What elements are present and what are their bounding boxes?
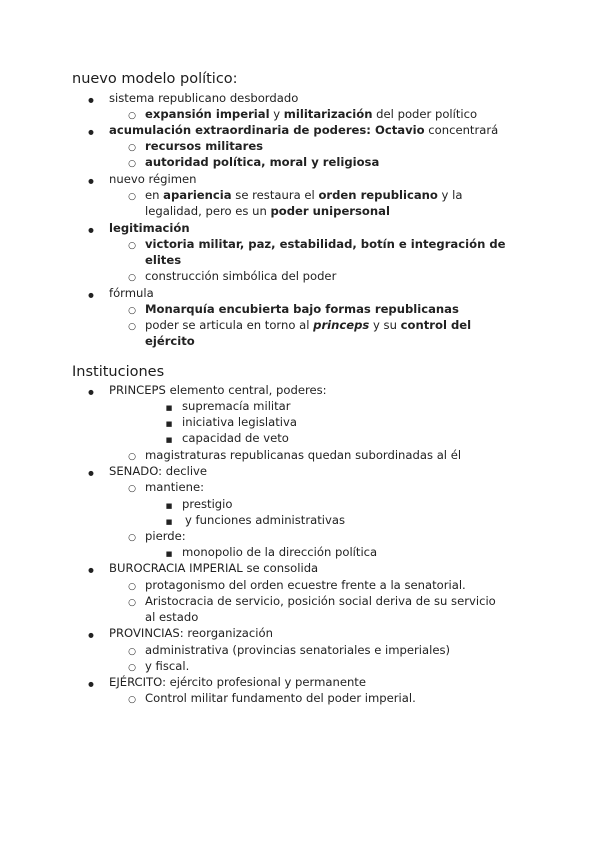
bullet-square (163, 430, 175, 448)
list-item: construcción simbólica del poder (145, 269, 337, 283)
list-item: recursos militares (145, 139, 264, 153)
list-item: monopolio de la dirección política (182, 545, 378, 559)
list-item: nuevo régimen (109, 172, 197, 186)
list-item: Monarquía encubierta bajo formas republicanas (145, 302, 459, 316)
list-item: acumulación extraordinaria de poderes: Octavio concentrará (109, 123, 499, 137)
list-item: legitimación (109, 221, 190, 235)
section-heading-instituciones: Instituciones (72, 364, 165, 380)
list-item: victoria militar, paz, estabilidad, botín e integración de (145, 237, 506, 251)
list-item: BUROCRACIA IMPERIAL se consolida (109, 561, 319, 575)
section-heading-modelo: nuevo modelo político: (72, 71, 238, 87)
list-item: prestigio (182, 497, 233, 511)
bullet-circle (126, 236, 138, 254)
bullet-circle (126, 154, 138, 172)
list-item: y funciones administrativas (185, 513, 345, 527)
bullet-dot (85, 90, 97, 108)
list-item: magistraturas republicanas quedan subordinadas al él (145, 448, 462, 462)
bullet-dot (85, 625, 97, 643)
bullet-dot (85, 463, 97, 481)
list-item: sistema republicano desbordado (109, 91, 299, 105)
bullet-dot (85, 171, 97, 189)
list-item: protagonismo del orden ecuestre frente a la senatorial. (145, 578, 466, 592)
bullet-circle (126, 593, 138, 611)
list-item: PRINCEPS elemento central, poderes: (109, 383, 327, 397)
list-item: capacidad de veto (182, 431, 289, 445)
list-item: expansión imperial y militarización del poder político (145, 107, 478, 121)
list-item: administrativa (provincias senatoriales e imperiales) (145, 643, 451, 657)
bullet-circle (126, 187, 138, 205)
list-item-continuation: legalidad, pero es un poder unipersonal (145, 204, 390, 218)
list-item-continuation: elites (145, 253, 182, 267)
list-item-continuation: ejército (145, 334, 195, 348)
list-item: y fiscal. (145, 659, 190, 673)
list-item-continuation: al estado (145, 610, 199, 624)
list-item: Aristocracia de servicio, posición social deriva de su servicio (145, 594, 496, 608)
list-item: pierde: (145, 529, 186, 543)
list-item: EJÉRCITO: ejército profesional y permanente (109, 675, 366, 689)
list-item: SENADO: declive (109, 464, 208, 478)
list-item: poder se articula en torno al princeps y su control del (145, 318, 472, 332)
bullet-dot (85, 674, 97, 692)
bullet-dot (85, 382, 97, 400)
list-item: supremacía militar (182, 399, 291, 413)
bullet-circle (126, 479, 138, 497)
bullet-dot (85, 285, 97, 303)
bullet-dot (85, 220, 97, 238)
bullet-circle (126, 268, 138, 286)
list-item: autoridad política, moral y religiosa (145, 155, 380, 169)
bullet-dot (85, 560, 97, 578)
list-item: Control militar fundamento del poder imperial. (145, 691, 416, 705)
list-item: en apariencia se restaura el orden republicano y la (145, 188, 463, 202)
list-item: fórmula (109, 286, 154, 300)
bullet-circle (126, 690, 138, 708)
bullet-dot (85, 122, 97, 140)
bullet-circle (126, 528, 138, 546)
bullet-circle (126, 317, 138, 335)
list-item: iniciativa legislativa (182, 415, 297, 429)
list-item: PROVINCIAS: reorganización (109, 626, 273, 640)
list-item: mantiene: (145, 480, 205, 494)
